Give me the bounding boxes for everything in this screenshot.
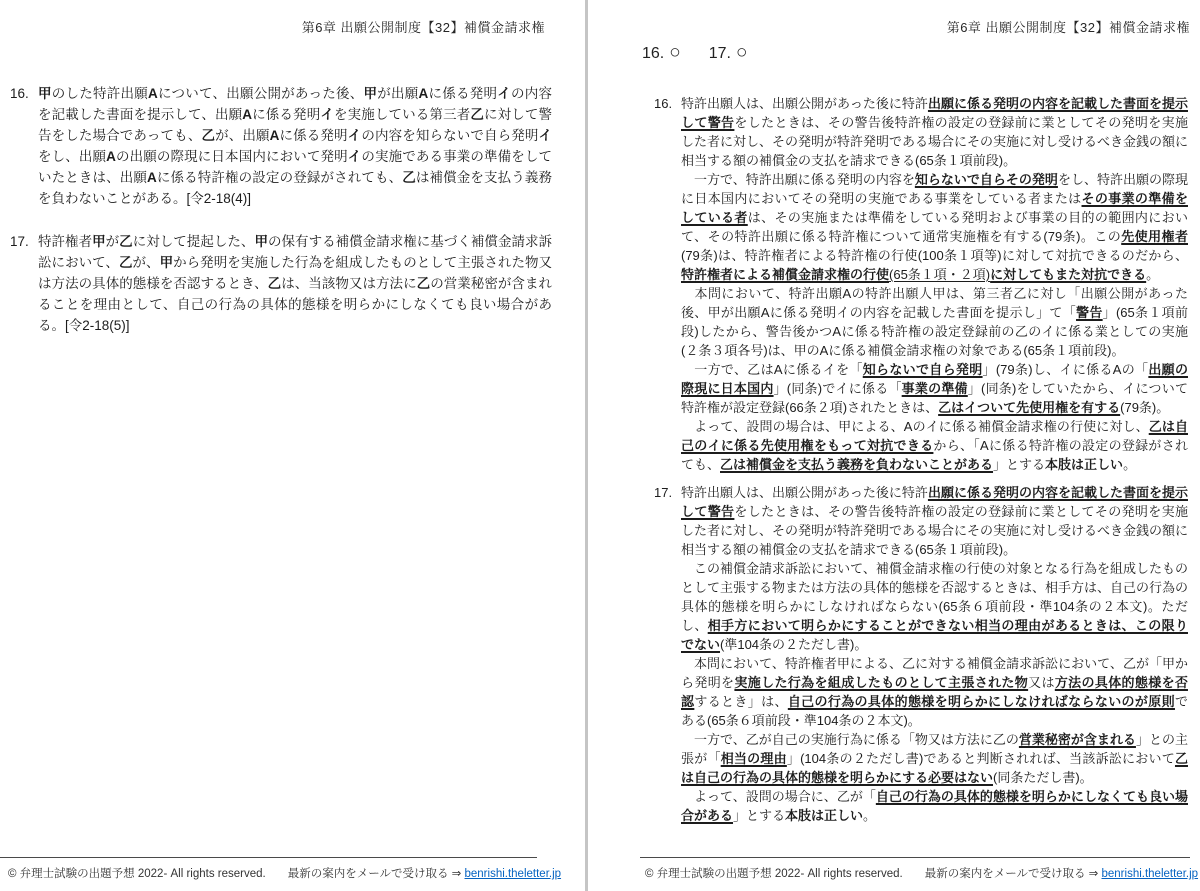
emphasis-text: イ <box>347 128 362 143</box>
emphasis-underline-text: 事業の準備 <box>901 381 968 396</box>
emphasis-text: 乙 <box>119 234 133 249</box>
text-segment: 本問において、特許出願Aの特許出願人甲は、第三者乙に対し「出願公開があった後、甲が出願Aに係る発明イの内容を記載した書面を提示し」て「 <box>681 286 1188 320</box>
emphasis-underline-text: その事業の準備をしている者 <box>681 191 1188 225</box>
footer-text <box>0 865 585 881</box>
text-segment: この補償金請求訴訟において、補償金請求権の行使の対象となる行為を組成したものとして主張する物または方法の具体的態様を否認するときは、相手方は、自己の行為の具体的態様を明らかにしなければならない(65条６項前段・準104条の２本文)。ただし、 <box>681 561 1189 633</box>
text-segment: を実施している第三者 <box>333 107 471 122</box>
text-segment: が <box>105 234 120 249</box>
text-segment: をし、特許出願の際現に日本国内においてその発明の実施である事業をしている者または <box>681 172 1188 206</box>
emphasis-text: 甲 <box>254 234 268 249</box>
emphasis-underline-text: に対してもまた対抗できる <box>990 267 1147 282</box>
text-segment: 」(同条)でイに係る「 <box>773 381 902 396</box>
emphasis-text: 乙 <box>470 107 484 122</box>
text-segment: が、 <box>132 255 160 270</box>
paragraph <box>681 94 1188 170</box>
text-segment: の内容を知らないで自ら発明 <box>361 128 539 143</box>
text-segment: (準104条の２ただし書)。 <box>720 637 868 652</box>
emphasis-text: 甲 <box>363 86 378 101</box>
answer-17 <box>709 44 748 63</box>
text-segment: (79条)。 <box>1120 400 1170 415</box>
text-segment: 特許出願人は、出願公開があった後に特許 <box>681 485 928 500</box>
text-segment: は、その実施または準備をしている発明および事業の目的の範囲内において、その特許出願に係る特許権について通常実施権を有する(79条)。この <box>681 210 1188 244</box>
answer-number: 17. <box>708 44 731 62</box>
footer-rule <box>0 857 537 858</box>
paragraph <box>38 231 552 336</box>
text-segment: の保有する補償金請求権に基づく補償金請求訴訟において、 <box>38 234 553 270</box>
answer-number: 16. <box>642 44 665 62</box>
emphasis-underline-text: 乙は自己のイに係る先使用権をもって対抗できる <box>681 419 1188 453</box>
footer-cta-text: 最新の案内をメールで受け取る ⇒ <box>924 868 1102 880</box>
text-segment: の実施である事業の準備をしていたときは、出願 <box>38 149 553 185</box>
emphasis-text: イ <box>497 86 512 101</box>
emphasis-text: A <box>242 107 253 122</box>
emphasis-underline-text: 乙はイついて先使用権を有する <box>938 400 1121 415</box>
text-segment: 一方で、特許出願に係る発明の内容を <box>681 172 915 187</box>
explanation-item-17 <box>654 483 1200 825</box>
paragraph <box>681 654 1188 730</box>
text-segment: をしたときは、その警告後特許権の設定の登録前に業としてその発明を実施した者に対し、その発明が特許発明である場合にその実施に対し受けるべき金銭の額に相当する額の補償金の支払を請求できる(65条１項前段)。 <box>681 115 1189 168</box>
text-segment: 」(79条)し、イに係るAの「 <box>982 362 1149 377</box>
text-segment: 。 <box>1146 267 1160 282</box>
text-segment: 」(同条)をしていたから、イについて特許権が設定登録(66条２項)されたときは、 <box>681 381 1188 415</box>
emphasis-underline-text: 実施した行為を組成したものとして主張された物 <box>734 675 1029 690</box>
emphasis-text: A <box>418 86 429 101</box>
text-segment: (同条ただし書)。 <box>993 770 1093 785</box>
page-footer <box>0 857 585 881</box>
emphasis-underline-text: 乙は補償金を支払う義務を負わないことがある <box>720 457 994 472</box>
emphasis-text: 甲 <box>38 86 52 101</box>
item-number: 16. <box>654 96 673 111</box>
text-segment: 」とする <box>993 457 1046 472</box>
item-number: 17. <box>654 485 673 500</box>
text-segment: の営業秘密が含まれることを理由として、自己の行為の具体的態様を明らかにしなくても良い場合がある。[令2-18(5)] <box>38 276 553 333</box>
footer-link[interactable]: benrishi.theletter.jp <box>1101 868 1199 880</box>
text-segment: が、出願 <box>215 128 270 143</box>
emphasis-underline-text: 自己の行為の具体的態様を明らかにしなければならないのが原則 <box>787 694 1175 709</box>
text-segment: に係る発明 <box>428 86 498 101</box>
emphasis-text: 乙 <box>201 128 216 143</box>
item-number: 17. <box>10 234 29 249</box>
paragraph <box>681 483 1188 559</box>
text-segment: の内容を記載した書面を提示して、出願 <box>38 86 553 122</box>
text-segment: 特許権者 <box>38 234 93 249</box>
text-segment: 。 <box>1123 457 1137 472</box>
question-list <box>10 83 585 336</box>
paragraph <box>38 83 552 209</box>
text-segment: である(65条６項前段・準104条の２本文)。 <box>681 694 1188 728</box>
text-segment: するとき」は、 <box>694 694 788 709</box>
item-text <box>38 83 552 209</box>
paragraph <box>681 170 1188 284</box>
text-segment: 一方で、乙はAに係るイを「 <box>681 362 863 377</box>
emphasis-text: 本肢は正しい <box>1045 457 1124 472</box>
footer-rule <box>640 857 1190 858</box>
text-segment: に対して警告をした場合であっても、 <box>38 107 553 143</box>
copyright-text: © 弁理士試験の出題予想 2022- All rights reserved. <box>8 868 266 880</box>
text-segment: 一方で、乙が自己の実施行為に係る「物又は方法に乙の <box>681 732 1019 747</box>
question-item-17 <box>10 231 585 336</box>
emphasis-underline-text: 方法の具体的態様を否認 <box>681 675 1188 709</box>
copyright-text: © 弁理士試験の出題予想 2022- All rights reserved. <box>645 868 903 880</box>
paragraph <box>681 360 1188 417</box>
emphasis-text: 乙 <box>118 255 133 270</box>
emphasis-underline-text: 特許権者による補償金請求権の行使 <box>681 267 890 282</box>
text-segment: に係る特許権の設定の登録がされても、 <box>156 170 403 185</box>
text-segment: に係る発明 <box>279 128 348 143</box>
paragraph <box>681 559 1188 654</box>
emphasis-underline-text: 出願の際現に日本国内 <box>681 362 1188 396</box>
text-segment: よって、設問の場合に、乙が「 <box>681 789 876 804</box>
text-segment: は補償金を支払う義務を負わないことがある。[令2-18(4)] <box>38 170 553 206</box>
emphasis-underline-text: 出願に係る発明の内容を記載した書面を提示して警告 <box>681 96 1188 130</box>
item-number: 16. <box>10 86 29 101</box>
text-segment: について、出願公開があった後、 <box>157 86 364 101</box>
footer-cta-text: 最新の案内をメールで受け取る ⇒ <box>287 868 465 880</box>
footer-text <box>588 865 1200 881</box>
emphasis-underline-text: 警告 <box>1076 305 1103 320</box>
right-page <box>588 0 1200 891</box>
emphasis-underline-text: 先使用権者 <box>1121 229 1188 244</box>
text-segment: 」(65条１項前段)したから、警告後かつAに係る特許権の設定登録前の乙のイに係る業としての実施(２条３項各号)は、甲のAに係る補償金請求権の対象である(65条１項前段)。 <box>681 305 1188 358</box>
text-segment: に係る発明 <box>252 107 321 122</box>
text-segment: のした特許出願 <box>51 86 148 101</box>
text-segment: をし、出願 <box>38 149 107 164</box>
question-item-16 <box>10 83 585 209</box>
emphasis-text: イ <box>320 107 334 122</box>
left-page <box>0 0 585 891</box>
emphasis-underline-text: 出願に係る発明の内容を記載した書面を提示して警告 <box>681 485 1188 519</box>
emphasis-underline-text: 知らないで自ら発明 <box>862 362 983 377</box>
text-segment: 」とする <box>733 808 786 823</box>
text-segment: をしたときは、その警告後特許権の設定の登録前に業としてその発明を実施した者に対し、その発明が特許発明である場合にその実施に対し受けるべき金銭の額に相当する額の補償金の支払を請求できる(65条１項前段)。 <box>681 504 1189 557</box>
item-text <box>681 483 1188 825</box>
text-segment: は、当該物又は方法に <box>281 276 417 291</box>
emphasis-text: 乙 <box>267 276 282 291</box>
text-segment: に対して提起した、 <box>132 234 255 249</box>
text-segment: 又は <box>1028 675 1055 690</box>
text-segment: が出願 <box>377 86 419 101</box>
emphasis-text: イ <box>538 128 553 143</box>
emphasis-text: 乙 <box>402 170 416 185</box>
footer-link[interactable]: benrishi.theletter.jp <box>464 868 562 880</box>
chapter-header: 第6章 出願公開制度【32】補償金請求権 <box>946 20 1190 35</box>
answer-16 <box>642 44 681 63</box>
paragraph <box>681 730 1188 787</box>
text-segment: 。 <box>863 808 877 823</box>
item-text <box>681 94 1188 474</box>
underline-text: (65条１項・２項) <box>889 267 991 282</box>
correct-mark-icon: ○ <box>735 42 748 63</box>
text-segment: の出願の際現に日本国内において発明 <box>115 149 348 164</box>
emphasis-text: イ <box>347 149 362 164</box>
text-segment: 」との主張が「 <box>681 732 1188 766</box>
explanation-item-16 <box>654 94 1200 474</box>
paragraph <box>681 417 1188 474</box>
chapter-header: 第6章 出願公開制度【32】補償金請求権 <box>301 20 545 35</box>
emphasis-text: 甲 <box>92 234 106 249</box>
emphasis-underline-text: 乙は自己の行為の具体的態様を明らかにする必要はない <box>681 751 1188 785</box>
emphasis-underline-text: 自己の行為の具体的態様を明らかにしなくても良い場合がある <box>681 789 1188 823</box>
emphasis-underline-text: 相手方において明らかにすることができない相当の理由があるときは、この限りでない <box>681 618 1188 652</box>
text-segment: から発明を実施した行為を組成したものとして主張された物又は方法の具体的態様を否認するとき、 <box>38 255 553 291</box>
item-text <box>38 231 552 336</box>
explanation-list <box>654 94 1200 825</box>
emphasis-text: A <box>147 170 157 185</box>
paragraph <box>681 284 1188 360</box>
emphasis-underline-text: 知らないで自らその発明 <box>914 172 1058 187</box>
emphasis-underline-text: 営業秘密が含まれる <box>1018 732 1136 747</box>
page-footer <box>588 857 1200 881</box>
text-segment: 」(104条の２ただし書)であると判断されれば、当該訴訟において <box>786 751 1175 766</box>
emphasis-text: 甲 <box>159 255 174 270</box>
emphasis-text: A <box>148 86 158 101</box>
text-segment: 本問において、特許権者甲による、乙に対する補償金請求訴訟において、乙が「甲から発明を <box>681 656 1188 690</box>
text-segment: (79条)は、特許権者による特許権の行使(100条１項等)に対して対抗できるのだから、 <box>681 248 1188 263</box>
text-segment: から、「Aに係る特許権の設定の登録がされても、 <box>681 438 1188 472</box>
emphasis-text: 本肢は正しい <box>785 808 864 823</box>
emphasis-text: 乙 <box>416 276 431 291</box>
correct-mark-icon: ○ <box>669 42 681 63</box>
paragraph <box>681 787 1188 825</box>
text-segment: よって、設問の場合は、甲による、Aのイに係る補償金請求権の行使に対し、 <box>681 419 1149 434</box>
emphasis-text: A <box>269 128 280 143</box>
emphasis-underline-text: 相当の理由 <box>720 751 787 766</box>
emphasis-text: A <box>106 149 116 164</box>
text-segment: 特許出願人は、出願公開があった後に特許 <box>681 96 928 111</box>
answer-summary <box>642 44 1200 63</box>
